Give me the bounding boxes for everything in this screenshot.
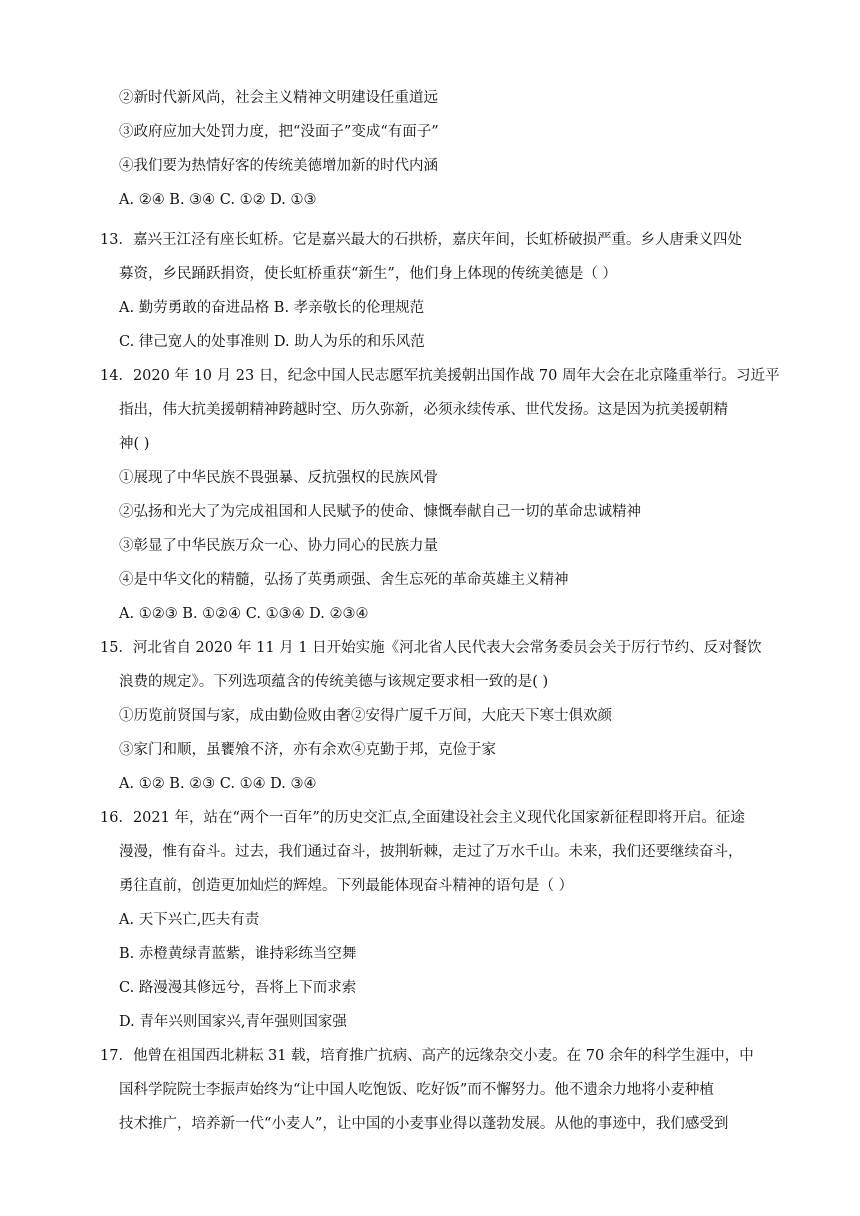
q17-stem-line-2: 国科学院院士李振声始终为“让中国人吃饱饭、吃好饭”而不懈努力。他不遗余力地将小麦种植	[119, 1082, 714, 1098]
q16-option-a: A. 天下兴亡,匹夫有责	[119, 912, 260, 928]
q14-options: A. ①②③ B. ①②④ C. ①③④ D. ②③④	[119, 606, 369, 622]
q17-stem-line-1: 17．他曾在祖国西北耕耘 31 载，培育推广抗病、高产的远缘杂交小麦。在 70 余年的科学生涯中，中	[100, 1048, 754, 1064]
q12-statement-2: ②新时代新风尚，社会主义精神文明建设任重道远	[119, 90, 438, 106]
q16-option-c: C. 路漫漫其修远兮，吾将上下而求索	[119, 980, 357, 996]
q14-stem-line-1: 14．2020 年 10 月 23 日，纪念中国人民志愿军抗美援朝出国作战 70 周年大会在北京隆重举行。习近平	[100, 368, 780, 384]
q15-stem-line-1: 15．河北省自 2020 年 11 月 1 日开始实施《河北省人民代表大会常务委员会关于厉行节约、反对餐饮	[100, 640, 762, 656]
q16-stem-line-2: 漫漫，惟有奋斗。过去，我们通过奋斗，披荆斩棘，走过了万水千山。未来，我们还要继续奋斗，	[119, 844, 743, 860]
q14-statement-4: ④是中华文化的精髓，弘扬了英勇顽强、舍生忘死的革命英雄主义精神	[119, 572, 569, 588]
q16-stem-line-1: 16．2021 年，站在“两个一百年”的历史交汇点,全面建设社会主义现代化国家新征程即将开启。征途	[100, 810, 745, 826]
q15-statements-3-4: ③家门和顺，虽饔飧不济，亦有余欢④克勤于邦，克俭于家	[119, 742, 496, 758]
q13-stem-line-1: 13．嘉兴王江泾有座长虹桥。它是嘉兴最大的石拱桥，嘉庆年间，长虹桥破损严重。乡人唐秉义四处	[100, 232, 742, 248]
q12-statement-4: ④我们要为热情好客的传统美德增加新的时代内涵	[119, 158, 438, 174]
q17-stem-line-3: 技术推广，培养新一代“小麦人”，让中国的小麦事业得以蓬勃发展。从他的事迹中，我们感受到	[119, 1116, 729, 1132]
q16-option-b: B. 赤橙黄绿青蓝紫，谁持彩练当空舞	[119, 946, 357, 962]
q16-stem-line-3: 勇往直前，创造更加灿烂的辉煌。下列最能体现奋斗精神的语句是（ ）	[119, 878, 574, 894]
q14-stem-line-2: 指出，伟大抗美援朝精神跨越时空、历久弥新，必须永续传承、世代发扬。这是因为抗美援朝精	[119, 402, 728, 418]
q14-statement-3: ③彰显了中华民族万众一心、协力同心的民族力量	[119, 538, 438, 554]
q13-options-row-2: C. 律己宽人的处事准则 D. 助人为乐的和乐风范	[119, 334, 425, 350]
q15-options: A. ①② B. ②③ C. ①④ D. ③④	[119, 776, 317, 792]
q13-stem-line-2: 募资，乡民踊跃捐资，使长虹桥重获“新生”，他们身上体现的传统美德是（ ）	[119, 266, 617, 282]
q12-statement-3: ③政府应加大处罚力度，把“没面子”变成“有面子”	[119, 124, 439, 140]
q12-options: A. ②④ B. ③④ C. ①② D. ①③	[119, 192, 317, 208]
q16-option-d: D. 青年兴则国家兴,青年强则国家强	[119, 1014, 347, 1030]
q14-statement-2: ②弘扬和光大了为完成祖国和人民赋予的使命、慷慨奉献自己一切的革命忠诚精神	[119, 504, 641, 520]
q13-options-row-1: A. 勤劳勇敢的奋进品格 B. 孝亲敬长的伦理规范	[119, 300, 425, 316]
q15-statements-1-2: ①历览前贤国与家，成由勤俭败由奢②安得广厦千万间，大庇天下寒士俱欢颜	[119, 708, 612, 724]
q15-stem-line-2: 浪费的规定》。下列选项蕴含的传统美德与该规定要求相一致的是( )	[119, 674, 549, 690]
q14-statement-1: ①展现了中华民族不畏强暴、反抗强权的民族风骨	[119, 470, 438, 486]
q14-stem-line-3: 神( )	[119, 436, 150, 452]
